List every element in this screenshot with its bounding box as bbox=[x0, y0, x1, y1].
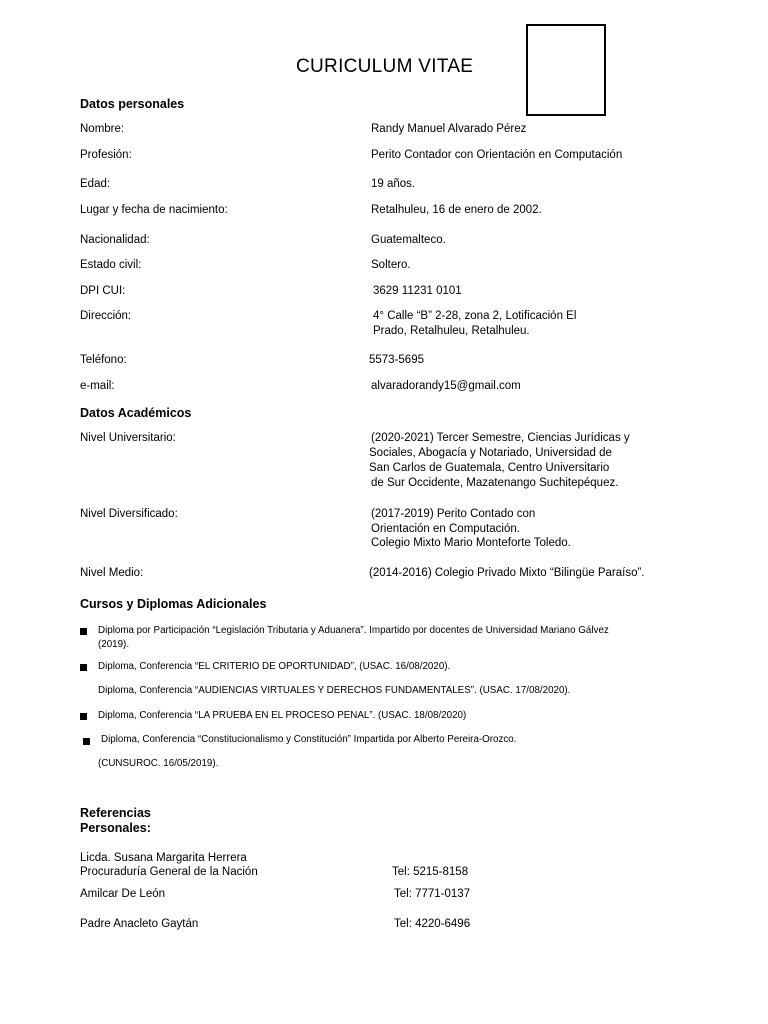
course-item: Diploma por Participación “Legislación Tributaria y Aduanera”. Impartido por docentes de Universidad Mariano Gálvez bbox=[98, 625, 609, 636]
page-title: CURICULUM VITAE bbox=[296, 56, 474, 77]
academic-value: (2014-2016) Colegio Privado Mixto “Bilingüe Paraíso”. bbox=[369, 567, 645, 579]
academic-value-line: (2017-2019) Perito Contado con bbox=[371, 508, 536, 520]
field-value-address-line: 4° Calle “B” 2-28, zona 2, Lotificación El bbox=[373, 310, 577, 322]
field-label: Profesión: bbox=[80, 149, 132, 161]
bullet-icon bbox=[80, 664, 87, 671]
field-label: Nivel Universitario: bbox=[80, 432, 176, 444]
field-label: e-mail: bbox=[80, 380, 115, 392]
bullet-icon bbox=[80, 713, 87, 720]
reference-name: Amilcar De León bbox=[80, 888, 166, 900]
field-label: Nacionalidad: bbox=[80, 234, 150, 246]
section-personal-heading: Datos personales bbox=[80, 97, 185, 111]
bullet-icon bbox=[83, 738, 90, 745]
course-item: Diploma, Conferencia “LA PRUEBA EN EL PROCESO PENAL”. (USAC. 18/08/2020) bbox=[98, 710, 467, 721]
field-value-phone: 5573-5695 bbox=[369, 354, 424, 366]
field-label: Nivel Medio: bbox=[80, 567, 144, 579]
course-item: Diploma, Conferencia “EL CRITERIO DE OPORTUNIDAD”, (USAC. 16/08/2020). bbox=[98, 661, 451, 672]
field-label: Edad: bbox=[80, 178, 111, 190]
reference-phone: Tel: 4220-6496 bbox=[394, 918, 471, 930]
photo-placeholder bbox=[526, 24, 606, 116]
field-value-civil-status: Soltero. bbox=[371, 259, 411, 271]
academic-value-line: Sociales, Abogacía y Notariado, Universidad de bbox=[369, 447, 612, 459]
reference-phone: Tel: 7771-0137 bbox=[394, 888, 471, 900]
course-item-continuation: (CUNSUROC. 16/05/2019). bbox=[98, 758, 219, 769]
section-academic-heading: Datos Académicos bbox=[80, 406, 192, 420]
field-value-age: 19 años. bbox=[371, 178, 416, 190]
section-references-heading: Personales: bbox=[80, 821, 151, 835]
field-label: Nombre: bbox=[80, 123, 125, 135]
field-value-name: Randy Manuel Alvarado Pérez bbox=[371, 123, 527, 135]
field-label: Estado civil: bbox=[80, 259, 142, 271]
academic-value-line: Orientación en Computación. bbox=[371, 523, 520, 535]
academic-value-line: (2020-2021) Tercer Semestre, Ciencias Jurídicas y bbox=[371, 432, 630, 444]
field-value-birth: Retalhuleu, 16 de enero de 2002. bbox=[371, 204, 542, 216]
academic-value-line: de Sur Occidente, Mazatenango Suchitepéquez. bbox=[371, 477, 619, 489]
field-value-email: alvaradorandy15@gmail.com bbox=[371, 380, 521, 392]
reference-phone: Tel: 5215-8158 bbox=[392, 866, 469, 878]
field-label: Dirección: bbox=[80, 310, 132, 322]
academic-value-line: San Carlos de Guatemala, Centro Universitario bbox=[369, 462, 610, 474]
course-item: Diploma, Conferencia “AUDIENCIAS VIRTUALES Y DERECHOS FUNDAMENTALES”. (USAC. 17/08/2020). bbox=[98, 685, 571, 696]
course-item-continuation: (2019). bbox=[98, 639, 130, 650]
reference-name: Padre Anacleto Gaytán bbox=[80, 918, 199, 930]
field-label: Teléfono: bbox=[80, 354, 127, 366]
field-value-profession: Perito Contador con Orientación en Computación bbox=[371, 149, 623, 161]
academic-value-line: Colegio Mixto Mario Monteforte Toledo. bbox=[371, 537, 571, 549]
reference-name: Licda. Susana Margarita Herrera bbox=[80, 852, 247, 864]
field-value-dpi: 3629 11231 0101 bbox=[373, 285, 462, 297]
field-label: Lugar y fecha de nacimiento: bbox=[80, 204, 228, 216]
section-references-heading: Referencias bbox=[80, 806, 151, 820]
course-item: Diploma, Conferencia “Constitucionalismo y Constitución” Impartida por Alberto Pereira-Orozco. bbox=[101, 734, 517, 745]
field-label: DPI CUI: bbox=[80, 285, 126, 297]
field-value-nationality: Guatemalteco. bbox=[371, 234, 446, 246]
field-label: Nivel Diversificado: bbox=[80, 508, 178, 520]
section-courses-heading: Cursos y Diplomas Adicionales bbox=[80, 597, 267, 611]
field-value-address-line: Prado, Retalhuleu, Retalhuleu. bbox=[373, 325, 530, 337]
reference-organization: Procuraduría General de la Nación bbox=[80, 866, 258, 878]
bullet-icon bbox=[80, 628, 87, 635]
